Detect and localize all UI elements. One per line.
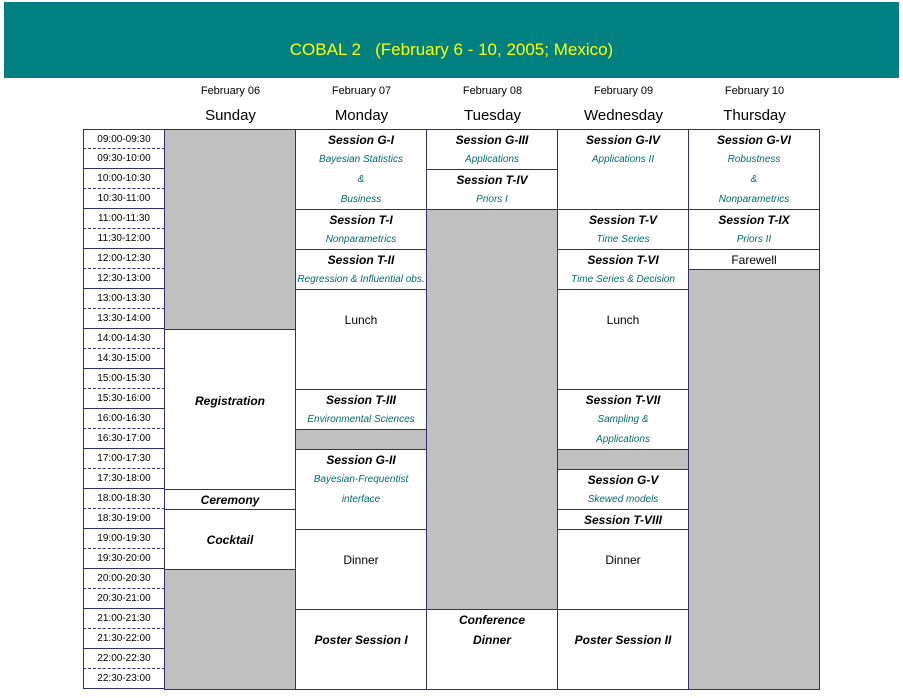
time-slot: 12:30-13:00	[83, 269, 165, 289]
registration-label: Registration	[194, 394, 265, 408]
session-topic: &	[357, 174, 365, 185]
day-name-monday: Monday	[334, 107, 389, 124]
session-topic: Time Series & Decision	[571, 274, 675, 285]
dinner-label: Dinner	[605, 553, 641, 567]
sunday-registration	[164, 329, 296, 490]
session-title: Session T-III	[325, 393, 397, 407]
time-slot: 14:00-14:30	[83, 329, 165, 349]
conference-label: Dinner	[472, 633, 511, 647]
time-slot: 13:00-13:30	[83, 289, 165, 309]
sunday-ceremony	[164, 489, 296, 510]
wednesday-session-t6	[557, 249, 689, 290]
session-title: Session G-III	[455, 133, 529, 147]
time-slot: 17:30-18:00	[83, 469, 165, 489]
session-topic: Business	[340, 194, 382, 205]
session-title: Session G-VI	[716, 133, 792, 147]
sunday-cocktail	[164, 509, 296, 570]
day-name-sunday: Sunday	[205, 107, 256, 124]
session-topic: Priors I	[476, 194, 508, 205]
tuesday-session-t4	[426, 169, 558, 210]
time-slot: 20:30-21:00	[83, 589, 165, 609]
monday-dinner	[295, 529, 427, 610]
time-slot: 18:30-19:00	[83, 509, 165, 529]
session-topic: Applications II	[591, 154, 655, 165]
time-slot: 12:00-12:30	[83, 249, 165, 269]
session-title: Session T-VII	[585, 393, 661, 407]
time-slot: 21:00-21:30	[83, 609, 165, 629]
poster-label: Poster Session I	[314, 633, 408, 647]
day-date-monday: February 07	[331, 85, 392, 97]
lunch-label: Lunch	[344, 313, 378, 327]
wednesday-session-t5	[557, 209, 689, 250]
session-title: Session T-VI	[587, 253, 659, 267]
session-topic: Time Series	[596, 234, 650, 245]
time-slot: 18:00-18:30	[83, 489, 165, 509]
wednesday-session-g5	[557, 469, 689, 510]
time-slot: 19:30-20:00	[83, 549, 165, 569]
wednesday-break	[557, 449, 689, 470]
session-topic: &	[750, 174, 758, 185]
thursday-session-g6	[688, 129, 820, 210]
wednesday-poster-session	[557, 609, 689, 690]
thursday-farewell	[688, 249, 820, 270]
sunday-free-morning	[164, 129, 296, 330]
time-slot: 10:30-11:00	[83, 189, 165, 209]
day-name-tuesday: Tuesday	[464, 107, 521, 124]
time-slot: 15:30-16:00	[83, 389, 165, 409]
time-slot: 16:30-17:00	[83, 429, 165, 449]
monday-lunch	[295, 289, 427, 390]
page-title: COBAL 2 (February 6 - 10, 2005; Mexico)	[289, 40, 614, 59]
tuesday-free	[426, 209, 558, 610]
tuesday-session-g3	[426, 129, 558, 170]
time-slot: 09:00-09:30	[83, 129, 165, 149]
time-slot: 19:00-19:30	[83, 529, 165, 549]
farewell-label: Farewell	[731, 253, 777, 267]
day-name-wednesday: Wednesday	[584, 107, 663, 124]
monday-session-t3	[295, 389, 427, 430]
sunday-free-evening	[164, 569, 296, 690]
wednesday-session-t8	[557, 509, 689, 530]
session-topic: Sampling &	[597, 414, 649, 425]
time-slot: 14:30-15:00	[83, 349, 165, 369]
session-title: Session T-IV	[456, 173, 528, 187]
session-topic: Regression & Influential obs.	[297, 274, 425, 285]
monday-session-t2	[295, 249, 427, 290]
conference-label: Conference	[458, 613, 526, 627]
lunch-label: Lunch	[606, 313, 640, 327]
session-topic: Skewed models	[587, 494, 659, 505]
poster-label: Poster Session II	[574, 633, 672, 647]
time-slot: 11:00-11:30	[83, 209, 165, 229]
session-topic: Nonparametrics	[718, 194, 790, 205]
ceremony-label: Ceremony	[200, 493, 260, 507]
schedule-grid	[83, 129, 820, 690]
session-topic: Applications	[465, 154, 519, 165]
session-title: Session T-VIII	[583, 513, 663, 527]
tuesday-conference-dinner	[426, 609, 558, 690]
time-slot: 15:00-15:30	[83, 369, 165, 389]
cocktail-label: Cocktail	[206, 533, 254, 547]
time-slot: 20:00-20:30	[83, 569, 165, 589]
session-title: Session G-IV	[585, 133, 661, 147]
thursday-free	[688, 269, 820, 690]
time-slot: 10:00-10:30	[83, 169, 165, 189]
time-slot: 09:30-10:00	[83, 149, 165, 169]
monday-poster-session	[295, 609, 427, 690]
day-name-thursday: Thursday	[723, 107, 786, 124]
day-date-wednesday: February 09	[593, 85, 654, 97]
session-topic: Bayesian-Frequentist	[313, 474, 409, 485]
time-slot: 11:30-12:00	[83, 229, 165, 249]
thursday-session-t9	[688, 209, 820, 250]
header-banner	[4, 2, 899, 78]
time-slot: 22:00-22:30	[83, 649, 165, 669]
session-title: Session T-I	[329, 213, 393, 227]
time-slot: 13:30-14:00	[83, 309, 165, 329]
monday-break	[295, 429, 427, 450]
monday-session-g2	[295, 449, 427, 530]
session-title: Session T-IX	[718, 213, 790, 227]
time-slot: 17:00-17:30	[83, 449, 165, 469]
session-topic: interface	[341, 494, 381, 505]
session-topic: Environmental Sciences	[307, 414, 415, 425]
session-topic: Priors II	[736, 234, 772, 245]
session-topic: Applications	[596, 434, 650, 445]
session-topic: Robustness	[727, 154, 781, 165]
wednesday-dinner	[557, 529, 689, 610]
time-slot: 22:30-23:00	[83, 669, 165, 689]
monday-session-g1	[295, 129, 427, 210]
monday-session-t1	[295, 209, 427, 250]
session-topic: Nonparametrics	[325, 234, 397, 245]
wednesday-session-t7	[557, 389, 689, 450]
day-date-sunday: February 06	[200, 85, 261, 97]
session-title: Session G-I	[327, 133, 395, 147]
wednesday-session-g4	[557, 129, 689, 210]
session-title: Session G-V	[587, 473, 659, 487]
day-date-thursday: February 10	[724, 85, 785, 97]
session-topic: Bayesian Statistics	[319, 154, 403, 165]
day-date-tuesday: February 08	[462, 85, 523, 97]
dinner-label: Dinner	[343, 553, 379, 567]
time-slot: 21:30-22:00	[83, 629, 165, 649]
session-title: Session T-V	[588, 213, 658, 227]
wednesday-lunch	[557, 289, 689, 390]
session-title: Session G-II	[326, 453, 396, 467]
session-title: Session T-II	[327, 253, 395, 267]
time-slot: 16:00-16:30	[83, 409, 165, 429]
